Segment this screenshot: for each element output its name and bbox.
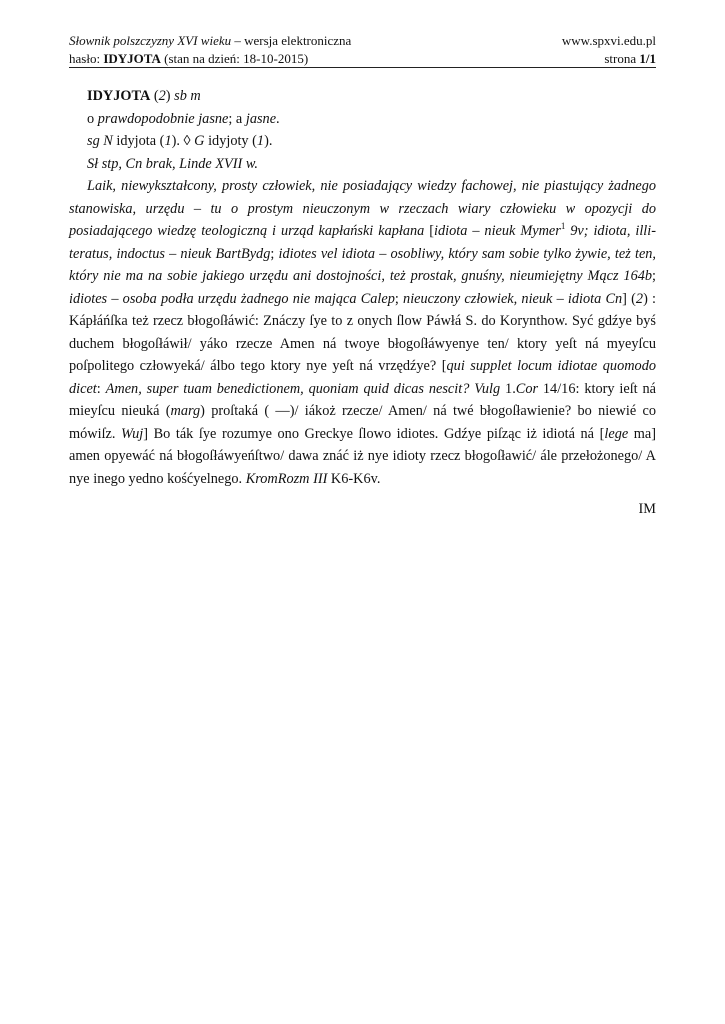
marg-note: marg	[170, 403, 201, 419]
infl-end: ).	[264, 133, 273, 149]
infl-mid: ). ◊	[171, 133, 195, 149]
gloss-close: ] (	[622, 290, 636, 307]
page-label: strona	[604, 51, 640, 66]
infl-count-1: 1	[164, 133, 172, 149]
entry-body	[69, 85, 656, 521]
gloss-open: [	[424, 223, 435, 239]
infl-sgN: sg N	[87, 133, 113, 149]
sense-close: ) :	[643, 290, 656, 307]
page-current: 1	[639, 51, 646, 66]
entry-headword: IDYJOTA	[87, 88, 151, 104]
header-divider	[69, 67, 656, 68]
gloss-cn: nieuczony człowiek, nieuk – idiota Cn	[403, 290, 623, 307]
author-signature: IM	[638, 501, 656, 517]
quote-2: ) proſtaká ( —)/ iákoż rzecze/ Amen/ ná twé błogoſławienie? bo niewié co mówiſz.	[69, 403, 656, 442]
header-row-1	[69, 32, 656, 50]
gloss-calep: idiotes – osoba podła urzędu żadnego nie mającа Calep	[69, 290, 395, 307]
website-link[interactable]: www.spxvi.edu.pl	[561, 33, 656, 48]
sense-count: 2	[635, 290, 644, 307]
entry-date: (stan na dzień: 18-10-2015)	[160, 51, 309, 66]
gloss-macz: idiotes vel idiota – osobliwy, który sam sobie tylko żywie, też ten, który nie ma na sobie jakiego urzędu ani dostojności, też prostak, gnuśny, nieumiejętny Mącz 164b	[69, 245, 657, 284]
pronunciation-line	[69, 108, 656, 131]
header-row-2	[69, 50, 656, 68]
entry-label: hasło:	[69, 51, 104, 66]
infl-count-2: 1	[256, 133, 265, 149]
infl-G: G	[194, 133, 205, 149]
gloss-superscript: 1	[560, 221, 566, 232]
latin-colon: :	[96, 380, 106, 397]
page-number	[604, 50, 656, 68]
infl-form-2: idyjoty (	[204, 133, 257, 149]
page-total: /1	[645, 51, 656, 66]
pron-note-2: jasne	[245, 110, 277, 127]
page-header	[69, 32, 656, 68]
cite-cor: 1.	[500, 380, 516, 397]
gloss-mymer: idiota – nieuk Mymer	[434, 223, 561, 239]
definition-text: Laik, niewykształcony, prosty człowiek, nie posiadający wiedzy fachowej, nie piastujący żadnego stanowiska, urzędu – tu o prostym nieuczonym w rzeczach wiary człowieku w opozycji do posiadającego wiedzę teologiczną i urząd kapłański kapłana	[69, 178, 656, 239]
cite-krom: KromRozm III	[245, 470, 328, 487]
source-suffix: – wersja elektroniczna	[231, 33, 352, 48]
cite-cor-verse: 14/16: ktory ieſt ná mieyſcu nieuká (	[69, 380, 657, 419]
cite-krom-ref: K6-K6v.	[327, 470, 381, 487]
entry-pos: sb m	[174, 88, 201, 104]
quote-3: ] Bo ták ſye rozumye ono Greckye ſlowo idiotes. Gdźye piſząc iż idiotá ná [	[143, 425, 605, 442]
source-line	[69, 32, 351, 50]
gloss-sep-2: ;	[652, 268, 656, 284]
dictionaries-line: Sł stp, Cn brak, Linde XVII w.	[87, 155, 258, 172]
pron-o: o	[87, 110, 98, 127]
pron-sep: ; a	[228, 110, 246, 127]
pron-end: .	[276, 110, 280, 127]
gloss-sep-1: ;	[270, 245, 279, 262]
pron-note-1: prawdopodobnie jasne	[97, 110, 229, 127]
quote-4: ma] amen opyewáć ná błogoſłáwyeńſtwo/ dawa znáć iż nye idioty rzecz błogoſławić/ ále przełożonego/ A nye inego yedno kośćyelnego.	[69, 425, 656, 487]
cite-wuj: Wuj	[121, 425, 144, 442]
gloss-sep-3: ;	[394, 290, 404, 307]
entry-headline: IDYJOTA (2) sb m	[87, 88, 201, 104]
lege-note: lege	[604, 425, 629, 442]
definition-paragraph	[69, 175, 656, 490]
latin-quote-2: Amen, super tuam benedictionem, quoniam quid dicas nescit? Vulg	[105, 380, 501, 397]
gloss-bartbydg: 9v; idiota, illi- teratus, indoctus – nieuk BartBydg	[69, 223, 656, 262]
entry-line	[69, 50, 308, 68]
infl-form-1: idyjota (	[112, 133, 165, 149]
inflection-line	[69, 130, 656, 153]
quote-1: Kápłáńſka też rzecz błogoſłáwić: Znáczy ſye to z onych ſlow Páwłá S. do Korynthow. Syć gdźye byś duchem błogoſłáwił/ yáko rzecze Amen ná twoye błogoſłáwyenye ten/ ktory yeſt ná myeyſcu poſpolitego człowyeká/ álbo tego ktory nye yeſt ná vrzędźye? [	[69, 313, 656, 374]
source-title: Słownik polszczyzny XVI wieku	[69, 33, 232, 48]
latin-quote-1: qui supplet locum idiotae quomodo dicet	[69, 358, 656, 397]
entry-frequency: 2	[158, 88, 166, 104]
cite-cor-book: Cor	[515, 380, 539, 397]
header-headword: IDYJOTA	[103, 51, 161, 66]
